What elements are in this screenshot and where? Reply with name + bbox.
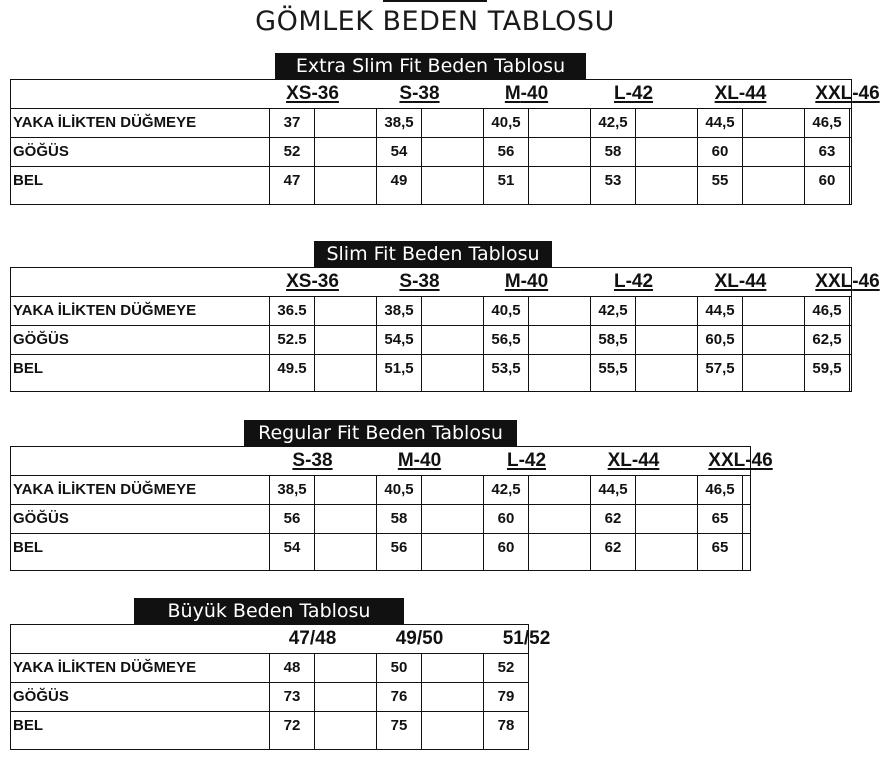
size-header-cell [372,447,468,475]
value-cell: 48 [283,659,301,676]
size-letter: L [613,271,626,292]
size-letter: XL [607,450,632,471]
grid-line [697,475,698,570]
size-number: 47/48 [288,628,337,649]
size-header-cell [693,447,789,475]
grid-line [483,653,484,749]
value-cell: 63 [818,143,836,160]
measurement-row [11,475,750,505]
value-cell: 42,5 [491,481,521,498]
value-cell: 50 [390,659,408,676]
value-cell: 60 [497,510,515,527]
grid-line [697,108,698,204]
value-cell: 42,5 [598,302,628,319]
value-cell: 62,5 [812,331,842,348]
measurement-row [11,108,851,138]
value-cell: 51,5 [384,360,414,377]
size-number: 49/50 [395,628,444,649]
size-letter: XL [714,271,739,292]
value-cell: 72 [283,717,301,734]
size-letter: L [613,83,626,104]
grid-line [742,475,743,570]
size-table-extra-slim [10,79,880,205]
grid-line [314,653,315,749]
size-number: -44 [738,271,767,292]
measurement-row [11,325,851,355]
value-cell: 60 [497,539,515,556]
grid-line [742,108,743,204]
size-number: -38 [412,83,440,104]
value-cell: 44,5 [705,114,735,131]
size-number: -46 [852,83,880,104]
value-cell: 38,5 [384,302,414,319]
measurement-label: BEL [13,360,43,377]
value-cell: 40,5 [491,302,521,319]
value-cell: 58 [604,143,622,160]
value-cell: 47 [283,172,301,189]
size-header-cell [479,447,575,475]
size-header-cell [800,80,896,108]
size-letter: XS [286,83,312,104]
size-number: -40 [520,83,549,104]
page-title: GÖMLEK BEDEN TABLOSU [255,6,615,37]
value-cell: 60 [711,143,729,160]
grid-line [421,475,422,570]
value-cell: 76 [390,688,408,705]
measurement-label: YAKA İLİKTEN DÜĞMEYE [13,659,197,676]
measurement-label: GÖĞÜS [13,510,69,527]
size-header-cell [372,268,468,296]
size-header-cell [372,625,468,653]
grid-line [849,108,850,204]
value-cell: 56,5 [491,331,521,348]
value-cell: 52 [497,659,515,676]
size-number: -44 [738,83,767,104]
grid-line [269,296,270,391]
measurement-row [11,354,851,383]
value-cell: 55,5 [598,360,628,377]
value-cell: 57,5 [705,360,735,377]
size-letter: M [397,450,414,471]
value-cell: 52 [283,143,301,160]
measurement-row [11,296,851,326]
size-header-cell [372,80,468,108]
value-cell: 54 [390,143,408,160]
value-cell: 62 [604,510,622,527]
size-header-cell [693,80,789,108]
size-number: 51/52 [502,628,551,649]
grid-line [376,296,377,391]
size-letter: S [399,271,413,292]
size-number: -46 [745,450,773,471]
size-header-row [11,447,773,476]
value-cell: 49.5 [277,360,307,377]
size-number: -46 [852,271,880,292]
grid-line [528,653,529,749]
size-table-buyuk [10,624,551,750]
measurement-row [11,166,851,195]
table-title-regular: Regular Fit Beden Tablosu [244,420,517,446]
grid-line [528,108,529,204]
value-cell: 62 [604,539,622,556]
grid-line [314,296,315,391]
grid-line [590,296,591,391]
grid-line [742,296,743,391]
size-number: -44 [631,450,660,471]
value-cell: 73 [283,688,301,705]
top-divider [383,0,487,2]
size-letter: XL [714,83,739,104]
value-cell: 58,5 [598,331,628,348]
value-cell: 54,5 [384,331,414,348]
value-cell: 53,5 [491,360,521,377]
value-cell: 42,5 [598,114,628,131]
measurement-label: BEL [13,539,43,556]
size-letter: XXL [815,271,853,292]
grid-line [314,108,315,204]
size-header-cell [479,80,575,108]
size-letter: M [504,83,521,104]
size-header-cell [479,268,575,296]
size-header-row [11,625,551,654]
measurement-label: GÖĞÜS [13,331,69,348]
grid-line [849,296,850,391]
value-cell: 46,5 [812,302,842,319]
grid-line [635,108,636,204]
size-letter: XXL [815,83,853,104]
value-cell: 37 [283,114,301,131]
value-cell: 44,5 [705,302,735,319]
value-cell: 60 [818,172,836,189]
size-number: -38 [412,271,440,292]
measurement-label: YAKA İLİKTEN DÜĞMEYE [13,481,197,498]
size-number: -42 [625,271,654,292]
value-cell: 60,5 [705,331,735,348]
value-cell: 58 [390,510,408,527]
size-number: -40 [520,271,549,292]
grid-line [697,296,698,391]
size-table-slim [10,267,880,392]
size-letter: XXL [708,450,746,471]
value-cell: 49 [390,172,408,189]
grid-line [528,296,529,391]
grid-line [376,475,377,570]
grid-line [483,475,484,570]
size-number: -42 [518,450,547,471]
size-letter: M [504,271,521,292]
value-cell: 46,5 [705,481,735,498]
grid-line [804,108,805,204]
size-number: -36 [311,83,339,104]
measurement-label: GÖĞÜS [13,143,69,160]
size-header-cell [265,447,361,475]
value-cell: 75 [390,717,408,734]
grid-line [590,108,591,204]
grid-line [590,475,591,570]
grid-line [483,296,484,391]
value-cell: 46,5 [812,114,842,131]
size-number: -40 [413,450,442,471]
measurement-row [11,533,750,562]
size-header-cell [265,80,361,108]
grid-line [376,108,377,204]
value-cell: 40,5 [491,114,521,131]
value-cell: 52.5 [277,331,307,348]
grid-line [635,296,636,391]
grid-line [528,475,529,570]
value-cell: 44,5 [598,481,628,498]
size-letter: S [399,83,413,104]
value-cell: 65 [711,510,729,527]
value-cell: 36.5 [277,302,307,319]
table-title-slim: Slim Fit Beden Tablosu [314,241,552,267]
size-table-regular [10,446,773,571]
grid-line [269,475,270,570]
size-header-cell [693,268,789,296]
measurement-label: BEL [13,717,43,734]
grid-line [314,475,315,570]
value-cell: 38,5 [277,481,307,498]
size-header-cell [265,268,361,296]
grid-line [635,475,636,570]
size-letter: XS [286,271,312,292]
grid-line [269,653,270,749]
value-cell: 53 [604,172,622,189]
measurement-row [11,504,750,534]
size-header-cell [586,268,682,296]
value-cell: 56 [283,510,301,527]
grid-line [269,108,270,204]
grid-line [804,296,805,391]
value-cell: 56 [497,143,515,160]
grid-line [421,653,422,749]
size-header-cell [586,447,682,475]
measurement-label: YAKA İLİKTEN DÜĞMEYE [13,114,197,131]
value-cell: 55 [711,172,729,189]
size-header-row [11,268,880,297]
value-cell: 40,5 [384,481,414,498]
value-cell: 59,5 [812,360,842,377]
value-cell: 51 [497,172,515,189]
measurement-label: YAKA İLİKTEN DÜĞMEYE [13,302,197,319]
size-letter: L [506,450,519,471]
value-cell: 54 [283,539,301,556]
grid-line [483,108,484,204]
size-number: -42 [625,83,654,104]
size-header-cell [800,268,896,296]
size-header-row [11,80,880,109]
size-number: -36 [311,271,339,292]
grid-line [421,296,422,391]
size-number: -38 [305,450,333,471]
size-header-cell [265,625,361,653]
value-cell: 65 [711,539,729,556]
table-title-extra-slim: Extra Slim Fit Beden Tablosu [275,53,586,79]
table-title-buyuk: Büyük Beden Tablosu [134,598,404,624]
size-header-cell [479,625,575,653]
value-cell: 38,5 [384,114,414,131]
grid-line [376,653,377,749]
grid-line [421,108,422,204]
measurement-label: GÖĞÜS [13,688,69,705]
measurement-label: BEL [13,172,43,189]
measurement-row [11,137,851,167]
value-cell: 56 [390,539,408,556]
value-cell: 78 [497,717,515,734]
size-header-cell [586,80,682,108]
value-cell: 79 [497,688,515,705]
size-letter: S [292,450,306,471]
